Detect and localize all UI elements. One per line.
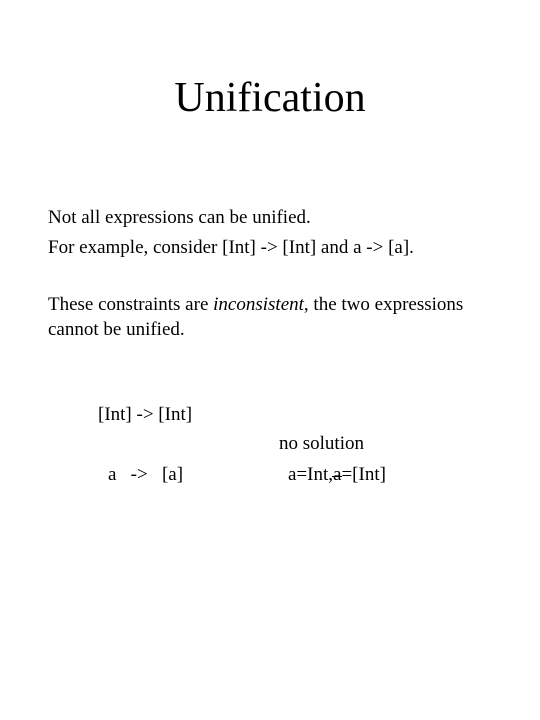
slide-title: Unification <box>174 75 366 121</box>
body-line-4: cannot be unified. <box>48 319 185 340</box>
result-no-solution: no solution <box>279 433 364 454</box>
emphasis-inconsistent: inconsistent <box>213 294 304 315</box>
body-line-2: For example, consider [Int] -> [Int] and a -> [a]. <box>48 237 414 258</box>
expression-a-to-list-a: a -> [a] <box>108 464 184 485</box>
body-line-3-start: These constraints are <box>48 294 214 315</box>
body-line-1: Not all expressions can be unified. <box>48 207 311 228</box>
struck-variable: a <box>333 464 342 485</box>
substitution-part-1: a=Int, <box>288 464 334 485</box>
substitution-part-2: =[Int] <box>341 464 386 485</box>
conflicting-substitution <box>288 463 386 487</box>
expression-int-to-int: [Int] -> [Int] <box>98 404 193 425</box>
body-line-3 <box>48 293 463 317</box>
body-line-3-end: , the two expressions <box>303 294 464 315</box>
